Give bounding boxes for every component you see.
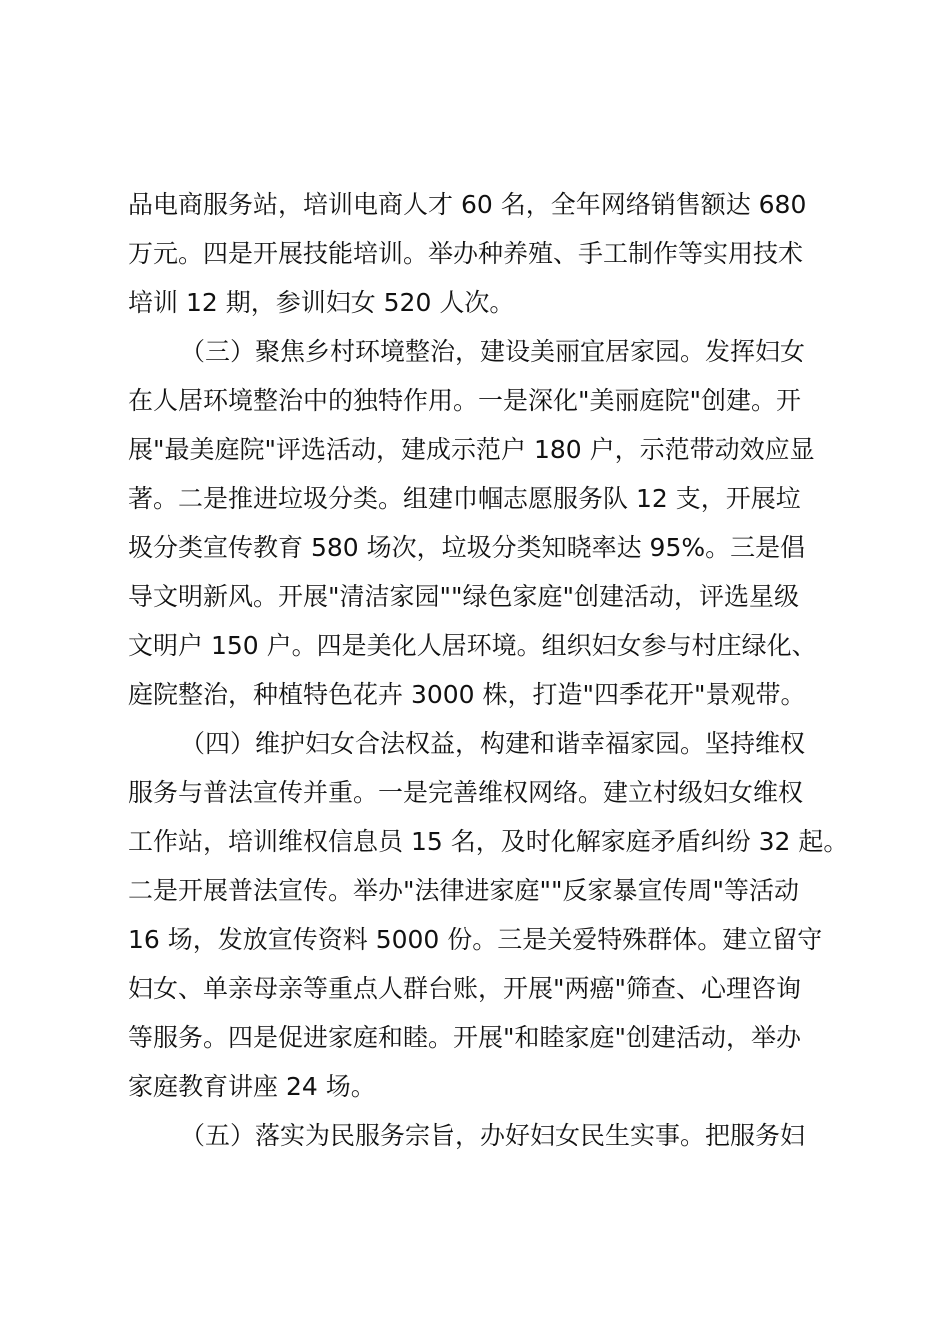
text-line: 文明户 150 户。四是美化人居环境。组织妇女参与村庄绿化、: [128, 631, 817, 660]
text-line: 万元。四是开展技能培训。举办种养殖、手工制作等实用技术: [128, 239, 804, 268]
text-line: 圾分类宣传教育 580 场次，垃圾分类知晓率达 95%。三是倡: [128, 533, 806, 562]
text-line: 妇女、单亲母亲等重点人群台账，开展"两癌"筛查、心理咨询: [128, 974, 802, 1003]
text-line: 等服务。四是促进家庭和睦。开展"和睦家庭"创建活动，举办: [128, 1023, 802, 1052]
text-line: 在人居环境整治中的独特作用。一是深化"美丽庭院"创建。开: [128, 386, 802, 415]
document-body: [128, 180, 849, 1160]
section-heading-5: （五）落实为民服务宗旨，办好妇女民生实事。把服务妇: [180, 1121, 806, 1150]
text-line: 庭院整治，种植特色花卉 3000 株，打造"四季花开"景观带。: [128, 680, 806, 709]
text-line: 工作站，培训维权信息员 15 名，及时化解家庭矛盾纠纷 32 起。: [128, 827, 849, 856]
text-line: 家庭教育讲座 24 场。: [128, 1072, 376, 1101]
text-line: 导文明新风。开展"清洁家园""绿色家庭"创建活动，评选星级: [128, 582, 799, 611]
section-heading-3: （三）聚焦乡村环境整治，建设美丽宜居家园。发挥妇女: [180, 337, 806, 366]
section-heading-4: （四）维护妇女合法权益，构建和谐幸福家园。坚持维权: [180, 729, 806, 758]
text-line: 著。二是推进垃圾分类。组建巾帼志愿服务队 12 支，开展垃: [128, 484, 801, 513]
text-line: 品电商服务站，培训电商人才 60 名，全年网络销售额达 680: [128, 190, 807, 219]
text-line: 16 场，发放宣传资料 5000 份。三是关爱特殊群体。建立留守: [128, 925, 823, 954]
text-line: 服务与普法宣传并重。一是完善维权网络。建立村级妇女维权: [128, 778, 804, 807]
text-line: 培训 12 期，参训妇女 520 人次。: [128, 288, 515, 317]
text-line: 展"最美庭院"评选活动，建成示范户 180 户，示范带动效应显: [128, 435, 815, 464]
text-line: 二是开展普法宣传。举办"法律进家庭""反家暴宣传周"等活动: [128, 876, 799, 905]
